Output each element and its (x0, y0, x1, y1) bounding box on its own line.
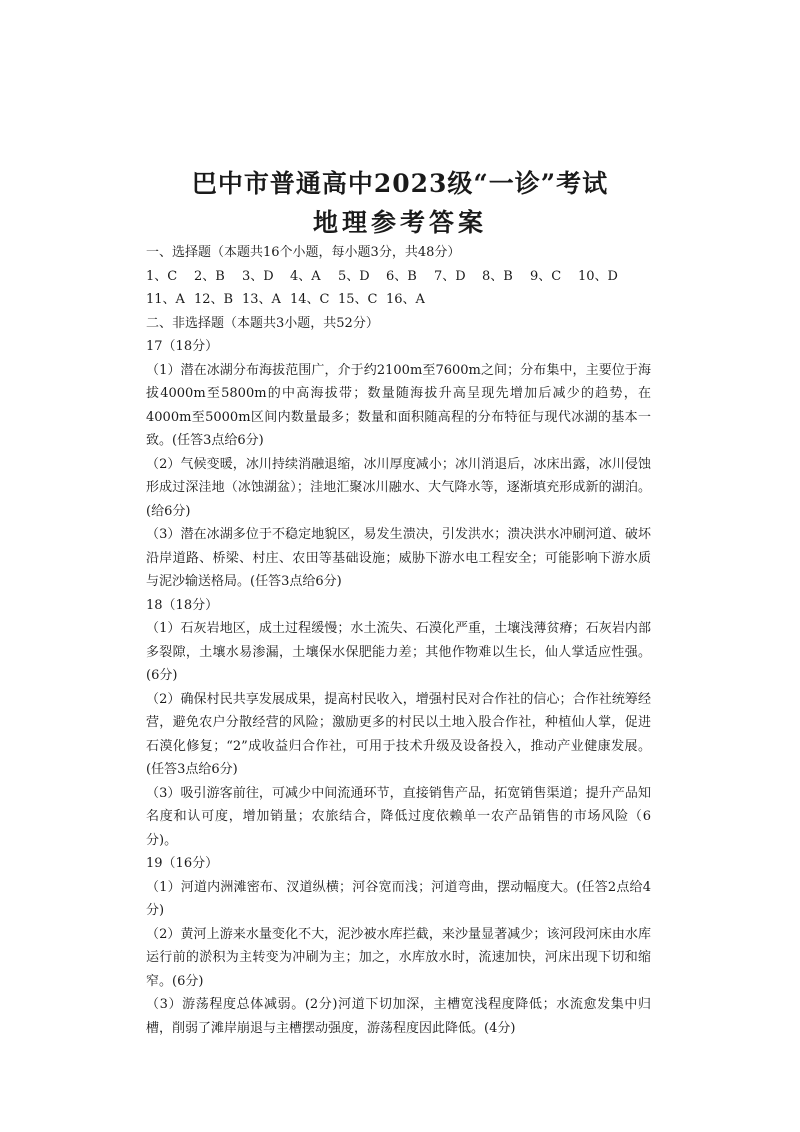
mc-answers-row-2 (146, 288, 651, 312)
mc-answer: 15、C (338, 292, 378, 307)
mc-answer: 14、C (290, 292, 330, 307)
q19-header: 19（16分） (146, 856, 219, 871)
answer-key-title: 地理参考答案 (312, 208, 487, 237)
section2-heading: 二、非选择题（本题共3小题，共52分） (146, 315, 379, 331)
q17-answer-2: （2）气候变暖，冰川持续消融退缩，冰川厚度减小；冰川消退后，冰床出露，冰川侵蚀形成过深洼地（冰蚀湖盆）；洼地汇聚冰川融水、大气降水等，逐渐填充形成新的湖泊。(给6分) (146, 456, 651, 519)
q17-header: 17（18分） (146, 339, 219, 354)
mc-answer: 13、A (242, 292, 281, 307)
answer-body (146, 241, 651, 1040)
q18-answer-1: （1）石灰岩地区，成土过程缓慢；水土流失、石漠化严重，土壤浅薄贫瘠；石灰岩内部多裂隙，土壤水易渗漏，土壤保水保肥能力差；其他作物难以生长，仙人掌适应性强。(6分) (146, 621, 651, 683)
mc-answer: 9、C (530, 268, 562, 284)
q19-answer-1: （1）河道内洲滩密布、汊道纵横；河谷宽而浅；河道弯曲，摆动幅度大。(任答2点给4分) (146, 879, 651, 918)
q17-answer-3: （3）潜在冰湖多位于不稳定地貌区，易发生溃决，引发洪水；溃决洪水冲刷河道、破坏沿岸道路、桥梁、村庄、农田等基础设施；威胁下游水电工程安全；可能影响下游水质与泥沙输送格局。(任答3点给6分) (146, 527, 651, 589)
mc-answers-row-1 (146, 265, 651, 289)
section1-heading: 一、选择题（本题共16个小题，每小题3分，共48分） (146, 245, 461, 260)
mc-answer: 1、C (146, 268, 178, 284)
mc-answer: 3、D (242, 268, 274, 284)
mc-answer: 8、B (482, 268, 513, 284)
q19-answer-3: （3）游荡程度总体减弱。(2分)河道下切加深，主槽宽浅程度降低；水流愈发集中归槽，削弱了滩岸崩退与主槽摆动强度，游荡程度因此降低。(4分) (146, 997, 651, 1036)
q19-answer-2: （2）黄河上游来水量变化不大，泥沙被水库拦截，来沙量显著减少；该河段河床由水库运行前的淤积为主转变为冲刷为主；加之，水库放水时，流速加快，河床出现下切和缩窄。(6分) (146, 926, 651, 989)
q18-answer-2: （2）确保村民共享发展成果，提高村民收入，增强村民对合作社的信心；合作社统筹经营，避免农户分散经营的风险；激励更多的村民以土地入股合作社，种植仙人掌，促进石漠化修复；“2”成收益归合作社，可用于技术升级及设备投入，推动产业健康发展。(任答3点给6分) (146, 691, 651, 777)
mc-answer: 11、A (146, 292, 185, 307)
mc-answer: 4、A (290, 268, 321, 284)
mc-answer: 16、A (386, 292, 425, 307)
mc-answer: 5、D (338, 268, 370, 284)
mc-answer: 10、D (578, 268, 618, 284)
mc-answer: 6、B (386, 268, 417, 284)
q18-answer-3: （3）吸引游客前往，可减少中间流通环节，直接销售产品，拓宽销售渠道；提升产品知名度和认可度，增加销量；农旅结合，降低过度依赖单一农产品销售的市场风险（6分)。 (146, 785, 651, 848)
q18-header: 18（18分） (146, 597, 219, 613)
mc-answer: 7、D (434, 268, 466, 284)
exam-title: 巴中市普通高中2023级“一诊”考试 (191, 169, 609, 198)
q17-answer-1: （1）潜在冰湖分布海拔范围广，介于约2100m至7600m之间；分布集中，主要位于海拔4000m至5800m的中高海拔带；数量随海拔升高呈现先增加后减少的趋势，在4000m至5000m区间内数量最多；数量和面积随高程的分布特征与现代冰湖的基本一致。(任答3点给6分) (146, 362, 651, 448)
mc-answer: 12、B (194, 292, 234, 307)
mc-answer: 2、B (194, 268, 225, 284)
